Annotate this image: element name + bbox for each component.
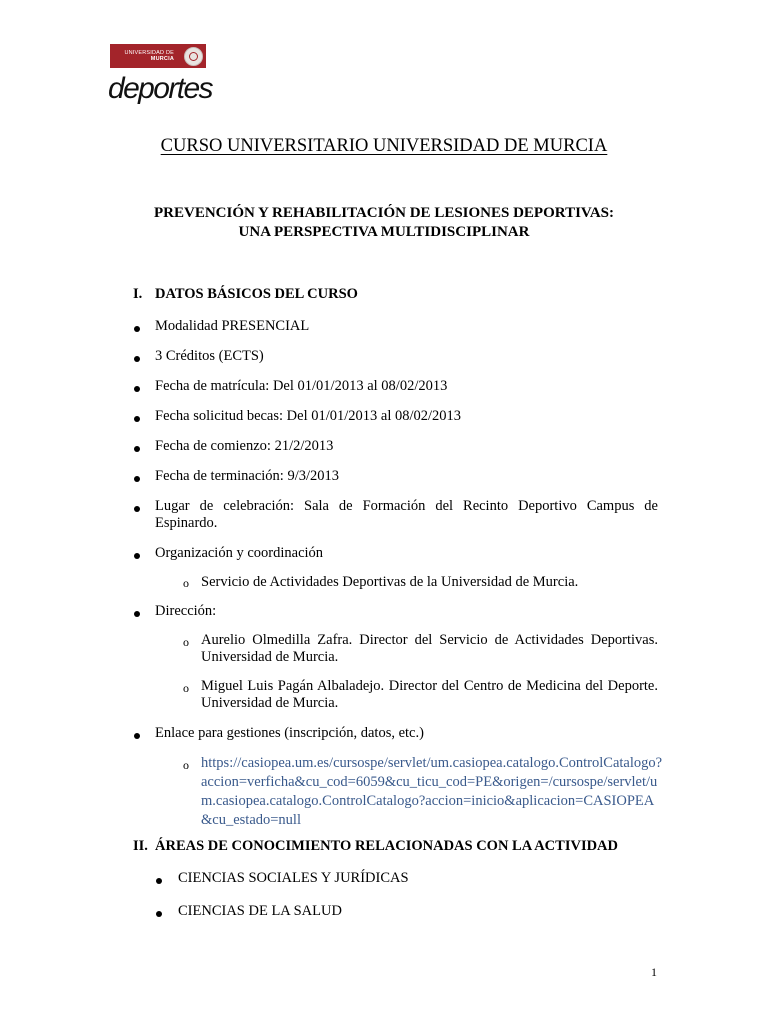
section-1-title: DATOS BÁSICOS DEL CURSO xyxy=(155,286,358,302)
subtitle-line-2: UNA PERSPECTIVA MULTIDISCIPLINAR xyxy=(238,224,530,240)
sub-bullet-icon: o xyxy=(183,758,189,772)
section-2-title: ÁREAS DE CONOCIMIENTO RELACIONADAS CON LA ACTIVIDAD xyxy=(155,838,618,854)
bullet-icon xyxy=(134,446,140,452)
sub-bullet-icon: o xyxy=(183,635,189,649)
sub-bullet-icon: o xyxy=(183,576,189,590)
list-item: Fecha de comienzo: 21/2/2013 xyxy=(155,438,334,454)
section-2-number: II. xyxy=(133,838,148,854)
bullet-icon xyxy=(134,553,140,559)
list-item: Dirección: xyxy=(155,603,217,619)
page-title: CURSO UNIVERSITARIO UNIVERSIDAD DE MURCIA xyxy=(160,136,608,156)
bullet-icon xyxy=(156,911,162,917)
bullet-icon xyxy=(156,878,162,884)
bullet-icon xyxy=(134,416,140,422)
bullet-icon xyxy=(134,733,140,739)
course-subtitle xyxy=(0,204,768,242)
section-1-heading xyxy=(133,286,358,303)
sub-list-item: Servicio de Actividades Deportivas de la Universidad de Murcia. xyxy=(201,574,579,590)
list-item: Fecha de terminación: 9/3/2013 xyxy=(155,468,340,484)
page-number: 1 xyxy=(651,965,657,979)
sub-list-item: Aurelio Olmedilla Zafra. Director del Servicio de Actividades Deportivas. Universidad de Murcia. xyxy=(201,632,658,665)
seal-icon xyxy=(184,47,203,66)
list-item: Enlace para gestiones (inscripción, datos, etc.) xyxy=(155,725,424,741)
list-item: Modalidad PRESENCIAL xyxy=(155,318,310,334)
bullet-icon xyxy=(134,611,140,617)
list-item: Lugar de celebración: Sala de Formación del Recinto Deportivo Campus de Espinardo. xyxy=(155,498,658,531)
logo-line2: MURCIA xyxy=(150,56,174,62)
list-item: CIENCIAS DE LA SALUD xyxy=(178,903,342,919)
section-1-number: I. xyxy=(133,286,143,302)
list-item: Organización y coordinación xyxy=(155,545,324,561)
bullet-icon xyxy=(134,506,140,512)
bullet-icon xyxy=(134,476,140,482)
bullet-icon xyxy=(134,356,140,362)
logo-text xyxy=(110,50,174,62)
sub-list-item: Miguel Luis Pagán Albaladejo. Director del Centro de Medicina del Deporte. Universidad de Murcia. xyxy=(201,678,658,711)
bullet-icon xyxy=(134,326,140,332)
deportes-wordmark: deportes xyxy=(108,72,212,105)
university-logo xyxy=(110,44,206,68)
list-item: 3 Créditos (ECTS) xyxy=(155,348,264,364)
enrollment-link[interactable]: https://casiopea.um.es/cursospe/servlet/um.casiopea.catalogo.ControlCatalogo?accion=verficha&cu_cod=6059&cu_ticu_cod=PE&origen=/cursospe/servlet/um.casiopea.catalogo.ControlCatalogo?accion=inicio&aplicacion=CASIOPEA&cu_estado=null xyxy=(201,755,663,828)
bullet-icon xyxy=(134,386,140,392)
list-item: CIENCIAS SOCIALES Y JURÍDICAS xyxy=(178,870,409,886)
list-item: Fecha de matrícula: Del 01/01/2013 al 08/02/2013 xyxy=(155,378,448,394)
list-item: Fecha solicitud becas: Del 01/01/2013 al 08/02/2013 xyxy=(155,408,462,424)
subtitle-line-1: PREVENCIÓN Y REHABILITACIÓN DE LESIONES DEPORTIVAS: xyxy=(154,205,614,221)
section-2-heading xyxy=(133,838,618,855)
sub-bullet-icon: o xyxy=(183,681,189,695)
logo-line1: UNIVERSIDAD DE xyxy=(124,50,174,56)
